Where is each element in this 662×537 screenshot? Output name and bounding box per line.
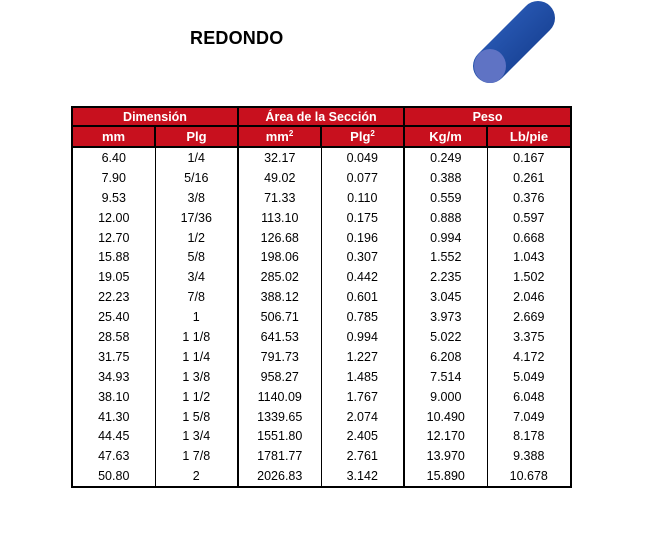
cell-mm: 41.30 [72, 407, 155, 427]
table-row [72, 446, 571, 466]
cell-area-mm2: 113.10 [238, 208, 321, 228]
cell-lb-pie: 8.178 [513, 429, 545, 444]
cell-area-plg2: 2.405 [321, 426, 404, 446]
header-weight: Peso [404, 107, 571, 126]
cell-area-plg2: 0.307 [321, 247, 404, 267]
cell-mm: 12.00 [72, 208, 155, 228]
table-row [72, 387, 571, 407]
table-row [72, 307, 571, 327]
cell-area-mm2: 71.33 [238, 188, 321, 208]
cell-area-plg2: 3.142 [321, 466, 404, 487]
cell-area-plg2: 2.761 [321, 446, 404, 466]
cell-lb-pie: 1.043 [513, 250, 545, 265]
cell-kg-m: 0.559 [404, 188, 487, 208]
cell-area-mm2: 198.06 [238, 247, 321, 267]
table-row [72, 407, 571, 427]
cell-area-plg2: 1.767 [321, 387, 404, 407]
cell-lb-pie: 3.375 [513, 329, 545, 344]
cell-area-mm2: 641.53 [238, 327, 321, 347]
cell-plg: 1 [155, 307, 238, 327]
cell-mm: 7.90 [72, 168, 155, 188]
unit-mm: mm [72, 126, 155, 147]
table-row [72, 208, 571, 228]
cell-area-mm2: 285.02 [238, 267, 321, 287]
table-row [72, 466, 571, 487]
cell-plg: 3/8 [155, 188, 238, 208]
cell-mm: 22.23 [72, 287, 155, 307]
cell-kg-m: 3.973 [404, 307, 487, 327]
table-row [72, 247, 571, 267]
cell-plg: 3/4 [155, 267, 238, 287]
table-row [72, 168, 571, 188]
cell-mm: 12.70 [72, 228, 155, 248]
header-dimension: Dimensión [72, 107, 238, 126]
unit-plg: Plg [155, 126, 238, 147]
cell-kg-m: 12.170 [404, 426, 487, 446]
cell-mm: 31.75 [72, 347, 155, 367]
cell-mm: 19.05 [72, 267, 155, 287]
unit-plg2: Plg$^2$ [321, 126, 404, 147]
cell-area-plg2: 0.601 [321, 287, 404, 307]
cell-plg: 1 3/4 [155, 426, 238, 446]
cell-area-mm2: 49.02 [238, 168, 321, 188]
cell-lb-pie: 0.376 [513, 190, 545, 205]
cell-kg-m: 0.994 [404, 228, 487, 248]
cell-kg-m: 7.514 [404, 367, 487, 387]
cell-lb-pie: 0.167 [513, 150, 545, 165]
header-section-area: Área de la Sección [238, 107, 404, 126]
cell-kg-m: 0.888 [404, 208, 487, 228]
cell-plg: 1 1/8 [155, 327, 238, 347]
cell-plg: 1 1/2 [155, 387, 238, 407]
cell-mm: 47.63 [72, 446, 155, 466]
cell-plg: 1/2 [155, 228, 238, 248]
cell-area-plg2: 0.442 [321, 267, 404, 287]
cell-plg: 1 3/8 [155, 367, 238, 387]
cell-plg: 2 [155, 466, 238, 487]
cell-lb-pie: 5.049 [513, 369, 545, 384]
cell-area-mm2: 1140.09 [238, 387, 321, 407]
cell-lb-pie: 10.678 [487, 466, 571, 487]
cell-lb-pie: 6.048 [513, 389, 545, 404]
header-units-row [72, 126, 571, 147]
page-title: REDONDO [190, 28, 284, 48]
table-row [72, 267, 571, 287]
unit-kg-m: Kg/m [404, 126, 487, 147]
table-row [72, 228, 571, 248]
cell-mm: 34.93 [72, 367, 155, 387]
cell-mm: 38.10 [72, 387, 155, 407]
cell-mm: 50.80 [72, 466, 155, 487]
cell-area-mm2: 2026.83 [238, 466, 321, 487]
unit-mm2: $mm^2$ [238, 126, 321, 147]
cell-lb-pie: 2.669 [513, 310, 545, 325]
cell-mm: 9.53 [72, 188, 155, 208]
cell-mm: 28.58 [72, 327, 155, 347]
cell-area-plg2: 0.175 [321, 208, 404, 228]
table-row [72, 327, 571, 347]
table-body [72, 147, 571, 487]
cell-area-mm2: 388.12 [238, 287, 321, 307]
cell-plg: 5/8 [155, 247, 238, 267]
table-row [72, 287, 571, 307]
cell-plg: 1/4 [155, 147, 238, 168]
cell-area-plg2: 0.077 [321, 168, 404, 188]
table-row [72, 347, 571, 367]
cell-plg: 7/8 [155, 287, 238, 307]
cell-plg: 5/16 [155, 168, 238, 188]
cell-plg: 1 5/8 [155, 407, 238, 427]
cell-mm: 44.45 [72, 426, 155, 446]
cell-mm: 15.88 [72, 247, 155, 267]
cell-area-mm2: 1551.80 [238, 426, 321, 446]
cell-lb-pie: 0.597 [513, 210, 545, 225]
cell-kg-m: 1.552 [404, 247, 487, 267]
cell-lb-pie: 7.049 [513, 409, 545, 424]
cell-area-mm2: 126.68 [238, 228, 321, 248]
cell-kg-m: 9.000 [404, 387, 487, 407]
header-group-row [72, 107, 571, 126]
table-row [72, 426, 571, 446]
cell-area-plg2: 0.110 [321, 188, 404, 208]
cell-lb-pie: 0.668 [513, 230, 545, 245]
cell-plg: 1 7/8 [155, 446, 238, 466]
cell-lb-pie: 4.172 [513, 349, 545, 364]
cell-area-plg2: 0.049 [321, 147, 404, 168]
table-row [72, 367, 571, 387]
cell-area-plg2: 0.994 [321, 327, 404, 347]
cell-lb-pie: 1.502 [513, 270, 545, 285]
cell-mm: 6.40 [72, 147, 155, 168]
cell-kg-m: 3.045 [404, 287, 487, 307]
unit-lb-pie: Lb/pie [487, 126, 571, 147]
cell-kg-m: 13.970 [404, 446, 487, 466]
cell-kg-m: 15.890 [404, 466, 487, 487]
round-bar-spec-table [71, 106, 572, 488]
cell-mm: 25.40 [72, 307, 155, 327]
cell-kg-m: 6.208 [404, 347, 487, 367]
cell-area-mm2: 1339.65 [238, 407, 321, 427]
round-bar-icon [468, 0, 558, 88]
cell-area-mm2: 958.27 [238, 367, 321, 387]
cell-area-plg2: 1.485 [321, 367, 404, 387]
cell-area-mm2: 506.71 [238, 307, 321, 327]
cell-lb-pie: 0.261 [513, 170, 545, 185]
cell-area-plg2: 2.074 [321, 407, 404, 427]
cell-plg: 17/36 [155, 208, 238, 228]
table-row [72, 188, 571, 208]
cell-area-plg2: 1.227 [321, 347, 404, 367]
cell-area-plg2: 0.196 [321, 228, 404, 248]
cell-kg-m: 10.490 [404, 407, 487, 427]
cell-area-mm2: 32.17 [238, 147, 321, 168]
cell-lb-pie: 2.046 [513, 290, 545, 305]
cell-plg: 1 1/4 [155, 347, 238, 367]
table-row [72, 147, 571, 168]
cell-kg-m: 0.249 [404, 147, 487, 168]
cell-kg-m: 5.022 [404, 327, 487, 347]
cell-kg-m: 0.388 [404, 168, 487, 188]
cell-lb-pie: 9.388 [513, 449, 545, 464]
cell-area-mm2: 791.73 [238, 347, 321, 367]
cell-area-mm2: 1781.77 [238, 446, 321, 466]
cell-area-plg2: 0.785 [321, 307, 404, 327]
cell-kg-m: 2.235 [404, 267, 487, 287]
